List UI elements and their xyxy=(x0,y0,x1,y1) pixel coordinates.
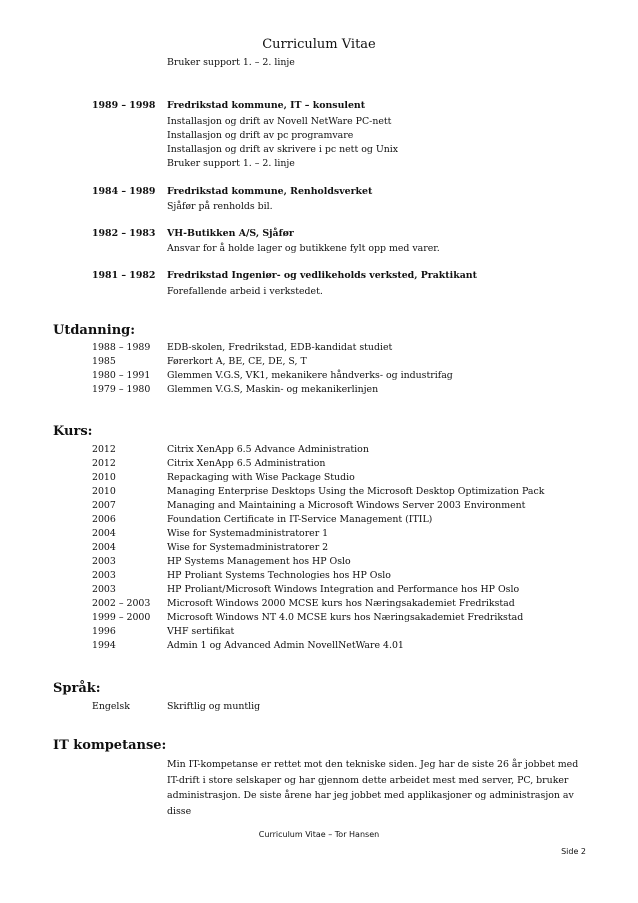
education-text: EDB-skolen, Fredrikstad, EDB-kandidat studiet xyxy=(167,342,393,353)
course-text: HP Systems Management hos HP Oslo xyxy=(167,556,351,567)
course-text: VHF sertifikat xyxy=(167,626,235,637)
job-line: Bruker support 1. – 2. linje xyxy=(167,158,295,169)
course-years: 2012 xyxy=(92,458,116,469)
course-years: 2004 xyxy=(92,542,116,553)
section-heading-it-skills: IT kompetanse: xyxy=(53,738,167,753)
job-years: 1984 – 1989 xyxy=(92,186,156,197)
education-years: 1980 – 1991 xyxy=(92,370,151,381)
course-text: Managing and Maintaining a Microsoft Windows Server 2003 Environment xyxy=(167,500,526,511)
section-heading-languages: Språk: xyxy=(53,681,101,696)
language-level: Skriftlig og muntlig xyxy=(167,701,261,712)
education-years: 1988 – 1989 xyxy=(92,342,151,353)
course-years: 2003 xyxy=(92,556,116,567)
course-text: Wise for Systemadministratorer 2 xyxy=(167,542,329,553)
course-text: Managing Enterprise Desktops Using the Microsoft Desktop Optimization Pack xyxy=(167,486,545,497)
course-text: Foundation Certificate in IT-Service Management (ITIL) xyxy=(167,514,433,525)
course-years: 1996 xyxy=(92,626,116,637)
job-header: Fredrikstad Ingeniør- og vedlikeholds verksted, Praktikant xyxy=(167,270,477,281)
job-years: 1981 – 1982 xyxy=(92,270,156,281)
course-years: 1999 – 2000 xyxy=(92,612,151,623)
course-years: 2010 xyxy=(92,486,116,497)
job-header: Fredrikstad kommune, Renholdsverket xyxy=(167,186,373,197)
job-line: Bruker support 1. – 2. linje xyxy=(167,57,295,68)
course-years: 2003 xyxy=(92,584,116,595)
job-years: 1989 – 1998 xyxy=(92,100,156,111)
job-header: Fredrikstad kommune, IT – konsulent xyxy=(167,100,366,111)
course-years: 2007 xyxy=(92,500,116,511)
it-skills-paragraph: Min IT-kompetanse er rettet mot den tekniske siden. Jeg har de siste 26 år jobbet med IT-drift i store selskaper og har gjennom dette arbeidet mest med server, PC, bruker administrasjon. De siste årene har jeg jobbet med applikasjoner og administrasjon av disse xyxy=(167,759,579,817)
job-line: Installasjon og drift av Novell NetWare PC-nett xyxy=(167,116,392,127)
course-text: Repackaging with Wise Package Studio xyxy=(167,472,355,483)
course-text: Microsoft Windows NT 4.0 MCSE kurs hos Næringsakademiet Fredrikstad xyxy=(167,612,524,623)
course-text: Citrix XenApp 6.5 Advance Administration xyxy=(167,444,369,455)
course-text: Wise for Systemadministratorer 1 xyxy=(167,528,329,539)
education-text: Glemmen V.G.S, Maskin- og mekanikerlinjen xyxy=(167,384,379,395)
course-years: 1994 xyxy=(92,640,116,651)
job-line: Sjåfør på renholds bil. xyxy=(167,201,273,212)
course-text: Admin 1 og Advanced Admin NovellNetWare 4.01 xyxy=(167,640,404,651)
page-footer: Curriculum Vitae – Tor Hansen xyxy=(258,830,380,839)
job-line: Ansvar for å holde lager og butikkene fylt opp med varer. xyxy=(167,243,440,254)
document-title: Curriculum Vitae xyxy=(262,37,376,52)
job-line: Forefallende arbeid i verkstedet. xyxy=(167,286,323,297)
course-text: Citrix XenApp 6.5 Administration xyxy=(167,458,326,469)
job-years: 1982 – 1983 xyxy=(92,228,156,239)
course-years: 2006 xyxy=(92,514,116,525)
course-text: HP Proliant/Microsoft Windows Integration and Performance hos HP Oslo xyxy=(167,584,520,595)
job-line: Installasjon og drift av skrivere i pc nett og Unix xyxy=(167,144,399,155)
language-name: Engelsk xyxy=(92,701,130,712)
job-header: VH-Butikken A/S, Sjåfør xyxy=(167,228,294,239)
education-years: 1979 – 1980 xyxy=(92,384,151,395)
course-years: 2003 xyxy=(92,570,116,581)
course-years: 2004 xyxy=(92,528,116,539)
course-years: 2002 – 2003 xyxy=(92,598,151,609)
education-text: Førerkort A, BE, CE, DE, S, T xyxy=(167,356,307,367)
course-text: Microsoft Windows 2000 MCSE kurs hos Næringsakademiet Fredrikstad xyxy=(167,598,515,609)
course-text: HP Proliant Systems Technologies hos HP Oslo xyxy=(167,570,391,581)
section-heading-education: Utdanning: xyxy=(53,323,136,338)
course-years: 2012 xyxy=(92,444,116,455)
education-years: 1985 xyxy=(92,356,116,367)
section-heading-courses: Kurs: xyxy=(53,424,93,439)
page-number: Side 2 xyxy=(561,847,586,856)
course-years: 2010 xyxy=(92,472,116,483)
education-text: Glemmen V.G.S, VK1, mekanikere håndverks- og industrifag xyxy=(167,370,453,381)
job-line: Installasjon og drift av pc programvare xyxy=(167,130,354,141)
